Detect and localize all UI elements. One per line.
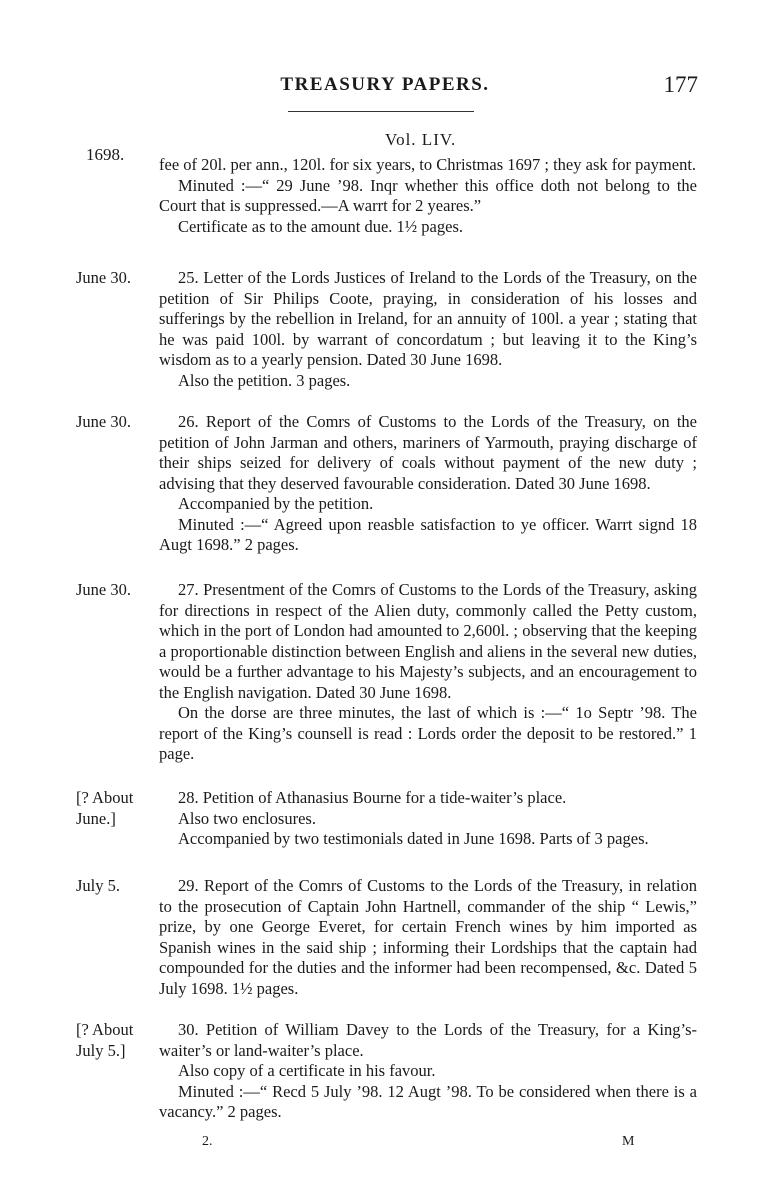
entry-paragraph: 26. Report of the Comrs of Customs to the Lords of the Treasury, on the petition of John Jarman and others, mariners of Yarmouth, praying discharge of their ships seized for delivery of coals without payment of the new duty ; advising that they deserved favourable consideration. Dated 30 June 1698. bbox=[159, 412, 697, 493]
entry-text bbox=[159, 268, 697, 391]
running-header-title: TREASURY PAPERS. bbox=[280, 74, 490, 95]
entry-paragraph: Minuted :—“ Recd 5 July ’98. 12 Augt ’98. To be considered when there is a vacancy.” 2 pages. bbox=[159, 1081, 697, 1121]
header-rule bbox=[288, 111, 474, 112]
entry-text bbox=[159, 580, 697, 765]
entry-text bbox=[159, 412, 697, 556]
year-label: 1698. bbox=[86, 145, 125, 164]
signature-mark: 2. bbox=[202, 1134, 213, 1149]
entry-paragraph: Minuted :—“ Agreed upon reasble satisfaction to ye officer. Warrt signd 18 Augt 1698.” 2 pages. bbox=[159, 514, 697, 554]
entry-date: July 5. bbox=[76, 876, 121, 895]
entry-paragraph: On the dorse are three minutes, the last of which is :—“ 1o Septr ’98. The report of the King’s counsell is read : Lords order the deposit to be restored.” 1 page. bbox=[159, 703, 697, 763]
entry-date: [? About July 5.] bbox=[76, 1020, 134, 1060]
entry-paragraph: Accompanied by two testimonials dated in June 1698. Parts of 3 pages. bbox=[178, 829, 649, 848]
entry-paragraph: Minuted :—“ 29 June ’98. Inqr whether this office doth not belong to the Court that is suppressed.—A warrt for 2 yeares.” bbox=[159, 175, 697, 215]
entry-paragraph: 30. Petition of William Davey to the Lords of the Treasury, for a King’s-waiter’s or land-waiter’s place. bbox=[159, 1020, 697, 1060]
entry-paragraph: 25. Letter of the Lords Justices of Ireland to the Lords of the Treasury, on the petition of Sir Philips Coote, praying, in consideration of his losses and sufferings by the rebellion in Ireland, for an annuity of 100l. a year ; stating that he was paid 100l. by warrant of concordatum ; but leaving it to the King’s wisdom as to a yearly pension. Dated 30 June 1698. bbox=[159, 268, 697, 369]
entry-date: [? About June.] bbox=[76, 788, 134, 828]
signature-letter: M bbox=[622, 1134, 635, 1149]
entry-paragraph: fee of 20l. per ann., 120l. for six years, to Christmas 1697 ; they ask for payment. bbox=[159, 155, 697, 174]
entry-date: June 30. bbox=[76, 268, 131, 287]
entry-date: June 30. bbox=[76, 580, 131, 599]
entry-paragraph: Also two enclosures. bbox=[178, 808, 316, 828]
entry-paragraph: 27. Presentment of the Comrs of Customs to the Lords of the Treasury, asking for directions in respect of the Alien duty, commonly called the Petty custom, which in the port of London had amounted to 2,600l. ; observing that the keeping a proportionable distinction between English and aliens in the several new duties, would be a further advantage to his Majesty’s subjects, and an encouragement to the English navigation. Dated 30 June 1698. bbox=[159, 580, 697, 702]
page-number: 177 bbox=[663, 72, 698, 97]
entry-text bbox=[159, 155, 697, 237]
entry-paragraph: Also the petition. 3 pages. bbox=[178, 370, 351, 390]
entry-date: June 30. bbox=[76, 412, 131, 431]
entry-text bbox=[159, 876, 697, 999]
entry-paragraph: Accompanied by the petition. bbox=[178, 494, 374, 513]
entry-text bbox=[159, 788, 697, 850]
entry-paragraph: Also copy of a certificate in his favour. bbox=[178, 1061, 436, 1080]
entry-paragraph: 29. Report of the Comrs of Customs to the Lords of the Treasury, in relation to the prosecution of Captain John Hartnell, commander of the ship “ Lewis,” prize, by one George Everet, for certain French wines by him imported as Spanish wines in the said ship ; informing their Lordships that the captain had compounded for the duties and the informer had been recompensed, &c. Dated 5 July 1698. 1½ pages. bbox=[159, 876, 697, 998]
entry-paragraph: 28. Petition of Athanasius Bourne for a tide-waiter’s place. bbox=[178, 788, 567, 807]
entry-paragraph: Certificate as to the amount due. 1½ pages. bbox=[178, 216, 463, 236]
volume-heading: Vol. LIV. bbox=[385, 130, 457, 149]
entry-text bbox=[159, 1020, 697, 1123]
